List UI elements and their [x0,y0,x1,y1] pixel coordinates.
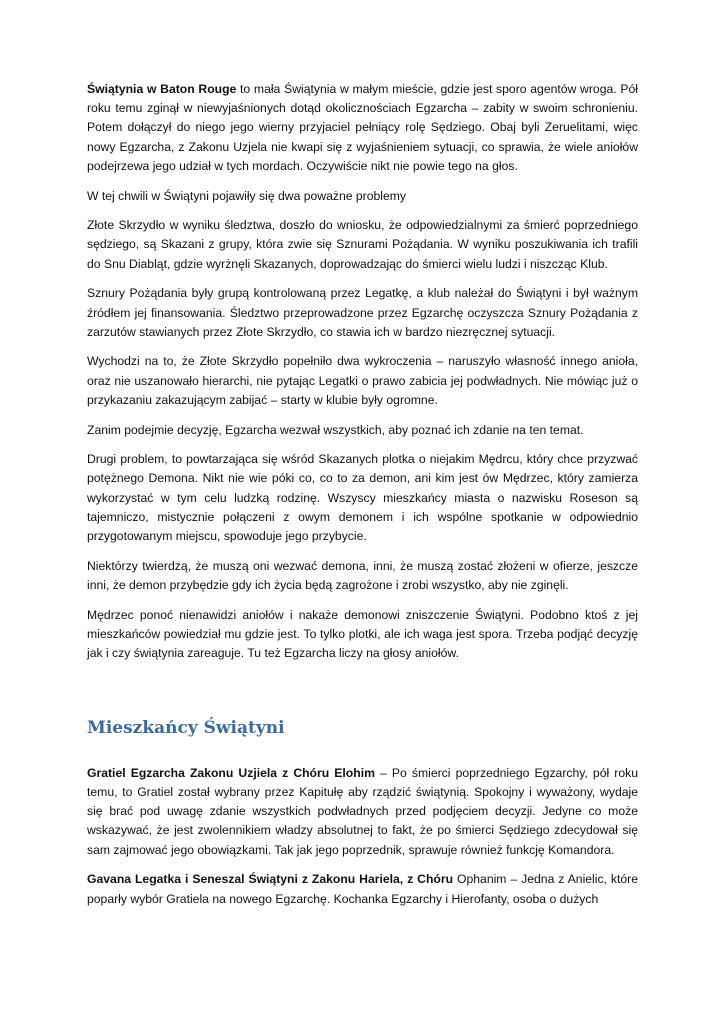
paragraph-2 [87,187,638,206]
paragraph-6-text: Zanim podejmie decyzję, Egzarcha wezwał wszystkich, aby poznać ich zdanie na ten temat. [87,422,584,437]
paragraph-7 [87,450,638,546]
resident-entry-gratiel [87,764,638,860]
resident-description: Ophanim – Jedna z Anielic, które poparły wybór Gratiela na nowego Egzarchę. Kochanka Egzarchy i Hierofanty, osoba o dużych [87,872,638,906]
paragraph-7-text: Drugi problem, to powtarzająca się wśród Skazanych plotka o niejakim Mędrcu, który chce przyzwać potężnego Demona. Nikt nie wie póki co, co to za demon, ani kim jest ów Mędrzec, który zamierza wykorzystać w tym celu ludzką rodzinę. Wszyscy mieszkańcy miasta o nazwisku Roseson są tajemniczo, mistycznie połączeni z owym demonem i ich wspólne spotkanie w odpowiednio przygotowanym miejscu, spowoduje jego przybycie. [87,452,638,544]
section-heading: Mieszkańcy Świątyni [87,717,285,738]
resident-name: Gavana Legatka i Seneszal Świątyni z Zakonu Hariela, z Chóru [87,872,454,887]
paragraph-9-text: Mędrzec ponoć nienawidzi aniołów i nakaże demonowi zniszczenie Świątyni. Podobno ktoś z jej mieszkańców powiedział mu gdzie jest. To tylko plotki, ale ich waga jest spora. Trzeba podjąć decyzję jak i czy świątynia zareaguje. Tu też Egzarcha liczy na głosy aniołów. [87,607,638,661]
paragraph-1-text: to mała Świątynia w małym mieście, gdzie jest sporo agentów wroga. Pół roku temu zginął w niewyjaśnionych dotąd okolicznościach Egzarcha – zabity w swoim schronieniu. Potem dołączył do niego jego wierny przyjaciel pełniący rolę Sędziego. Obaj byli Zeruelitami, więc nowy Egzarcha, z Zakonu Uzjela nie kwapi się z wyjaśnieniem sytuacji, co sprawia, że wiele aniołów podejrzewa jego udział w tych mordach. Oczywiście nikt nie powie tego na głos. [87,82,638,173]
paragraph-8 [87,557,638,595]
resident-description: – Po śmierci poprzedniego Egzarchy, pół roku temu, to Gratiel został wybrany przez Kapitułę aby rządzić świątynią. Spokojny i wyważony, wydaje się brać pod uwagę zdanie wszystkich podwładnych przed podjęciem decyzji. Jedyne co może wskazywać, że jest zwolennikiem władzy absolutnej to fakt, że po śmierci Sędziego zdecydował się sam zajmować jego obowiązkami. Tak jak jego poprzednik, sprawuje również funkcję Komandora. [87,765,638,857]
intro-section [87,80,638,663]
paragraph-1-bold: Świątynia w Baton Rouge [87,82,237,96]
paragraph-9 [87,606,638,664]
paragraph-8-text: Niektórzy twierdzą, że muszą oni wezwać demona, inni, że muszą zostać złożeni w ofierze, jeszcze inni, że demon przybędzie gdy ich życia będą zagrożone i zrobi wszystko, aby nie zginęli. [87,558,638,592]
paragraph-3 [87,216,638,274]
paragraph-4-text: Sznury Pożądania były grupą kontrolowaną przez Legatkę, a klub należał do Świątyni i był ważnym źródłem jej finansowania. Śledztwo przeprowadzone przez Egzarchę oczyszcza Sznury Pożądania z zarzutów stawianych przez Złote Skrzydło, co stawia ich w bardzo niezręcznej sytuacji. [87,286,638,339]
resident-entry-gavana [87,870,638,908]
document-body [87,80,638,919]
paragraph-4 [87,284,638,342]
residents-section [87,764,638,909]
resident-name: Gratiel Egzarcha Zakonu Uzjiela z Chóru Elohim [87,765,375,780]
paragraph-1 [87,80,638,176]
paragraph-3-text: Złote Skrzydło w wyniku śledztwa, doszło do wniosku, że odpowiedzialnymi za śmierć poprzedniego sędziego, są Skazani z grupy, która zwie się Sznurami Pożądania. W wyniku poszukiwania ich trafili do Snu Diabląt, gdzie wyrżnęli Skazanych, doprowadzając do śmierci wielu ludzi i niszcząc Klub. [87,218,638,271]
paragraph-5 [87,352,638,410]
spacer [87,740,638,764]
paragraph-2-text: W tej chwili w Świątyni pojawiły się dwa poważne problemy [87,188,407,203]
spacer [87,674,638,716]
paragraph-6 [87,421,638,440]
paragraph-5-text: Wychodzi na to, że Złote Skrzydło popełniło dwa wykroczenia – naruszyło własność innego anioła, oraz nie uszanowało hierarchi, nie pytając Legatki o prawo zabicia jej podwładnych. Nie mówiąc już o przykazaniu zakazującym zabijać – starty w klubie były ogromne. [87,354,638,407]
